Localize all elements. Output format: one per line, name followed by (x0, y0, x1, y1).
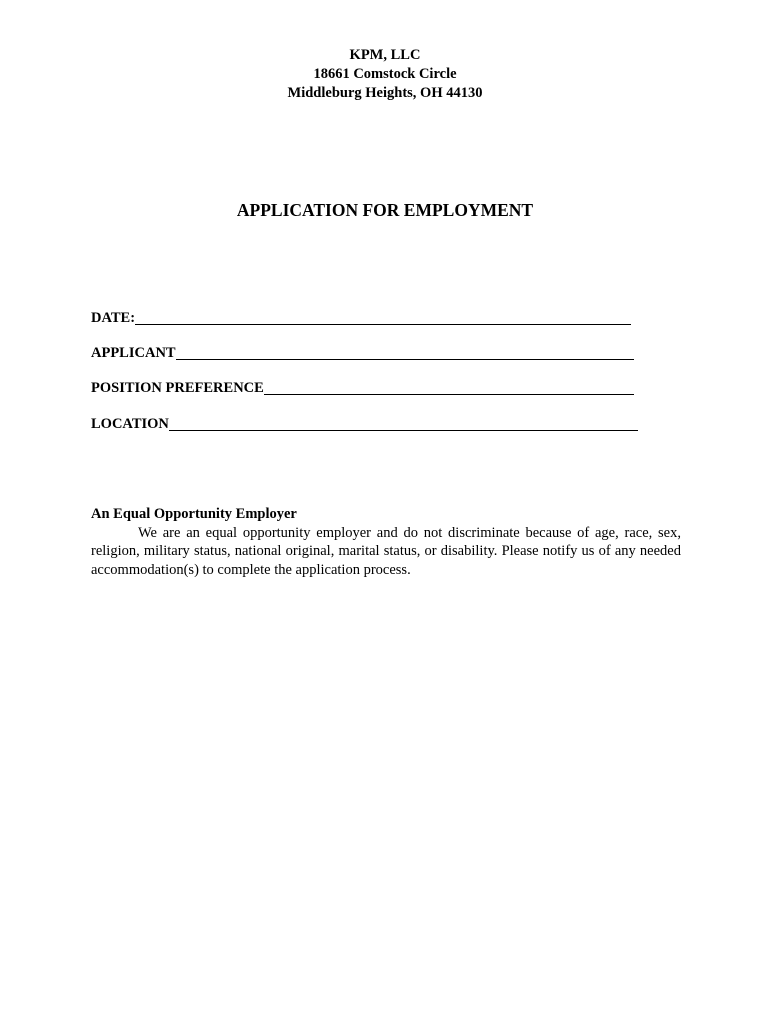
date-field[interactable] (91, 309, 631, 327)
applicant-label: APPLICANT (91, 345, 176, 361)
location-field[interactable] (91, 415, 638, 433)
date-label: DATE: (91, 310, 136, 326)
location-input-line[interactable] (169, 415, 638, 431)
equal-opportunity-statement: We are an equal opportunity employer and do not discriminate because of age, race, sex, religion, military status, national original, marital status, or disability. Please notify us of any needed accommodation(s) to complete the application process. (91, 524, 681, 578)
equal-opportunity-heading: An Equal Opportunity Employer (91, 506, 297, 522)
equal-opportunity-section (91, 505, 681, 579)
applicant-input-line[interactable] (176, 344, 634, 360)
position-preference-input-line[interactable] (264, 379, 634, 395)
date-input-line[interactable] (135, 309, 631, 325)
applicant-field[interactable] (91, 344, 634, 362)
company-name: KPM, LLC (349, 47, 421, 63)
company-address-line2: Middleburg Heights, OH 44130 (287, 85, 483, 101)
company-header (0, 46, 770, 103)
location-label: LOCATION (91, 416, 169, 432)
document-title: APPLICATION FOR EMPLOYMENT (236, 200, 534, 220)
company-address-line1: 18661 Comstock Circle (313, 66, 457, 82)
position-preference-field[interactable] (91, 379, 634, 397)
position-preference-label: POSITION PREFERENCE (91, 380, 264, 396)
